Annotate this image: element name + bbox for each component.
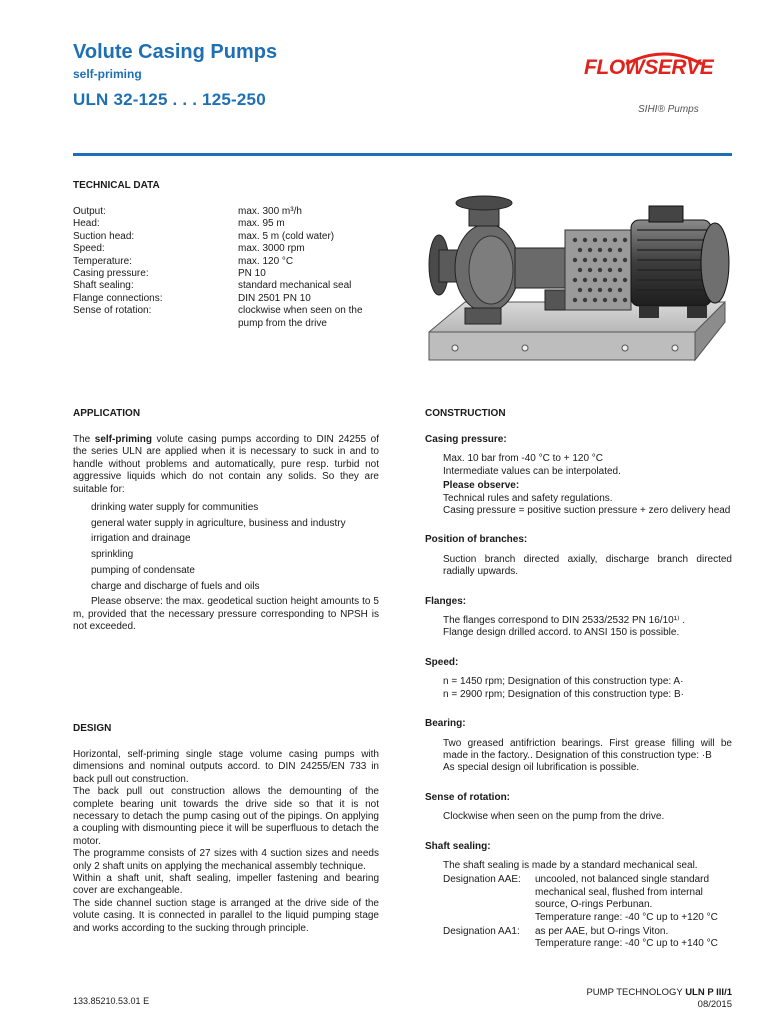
pump-photo [425,190,735,372]
row-key: Speed: [73,243,105,255]
application-heading: APPLICATION [73,408,141,419]
footer-section-text: PUMP TECHNOLOGY [586,987,683,998]
intro-bold: self-priming [94,434,153,445]
footer-section-code: ULN P III/1 [685,987,732,998]
design-text: Horizontal, self-priming single stage volume casing pumps with dimensions and nominal outputs accord. to DIN 24255/EN 733 in back pull out construction. The back pull out construction allows the demounting of the complete bearing unit towards the drive side so that it is not necessary to detach the pump casing out of the pipings. On applying a coupling with dismounting piece it will be superfluous to detach the motor. The programme consists of 27 sizes with 4 suction sizes and needs only 2 shaft units on applying the mechanical assembly technique. Within a shaft unit, shaft sealing, impeller fastening and bearing cover are exchangeable. The side channel suction stage is arranged at the drive side of the volute casing. It is connected in parallel to the liquid pumping stage and works according to the sucking through principle. [73,749,379,934]
bearing-line: As special design oil lubrification is possible. [443,762,640,774]
rotation-text: Clockwise when seen on the pump from the drive. [443,811,665,823]
application-section [73,434,379,633]
application-note: Please observe: the max. geodetical suction height amounts to 5 m, provided that the necessary pressure corresponding to NPSH is not exceeded. [73,596,379,633]
construction-heading: CONSTRUCTION [425,408,506,419]
row-key: Casing pressure: [73,268,149,280]
bearing-text: Two greased antifriction bearings. First grease filling will be made in the factory.. Designation of this construction type: ·B [443,737,732,761]
list-item: irrigation and drainage [91,533,191,545]
logo-subtext: SIHI® Pumps [638,104,699,115]
row-value: PN 10 [238,268,266,280]
page-title: Volute Casing Pumps [73,41,278,63]
bearing-label: Bearing: [425,718,466,730]
list-item: sprinkling [91,549,134,561]
shaft-sealing-label: Shaft sealing: [425,840,491,852]
designation-value [535,874,732,924]
list-item: drinking water supply for communities [91,502,259,514]
row-value: max. 120 °C [238,255,294,267]
row-value: DIN 2501 PN 10 [238,292,311,304]
flanges-body [443,615,732,640]
speed-label: Speed: [425,656,459,668]
technical-data-heading: TECHNICAL DATA [73,180,160,191]
row-key: Flange connections: [73,292,163,304]
header-divider [73,153,732,156]
page-subtitle: self-priming [73,67,142,81]
application-intro [73,434,379,496]
row-value: max. 95 m [238,218,285,230]
speed-line: n = 2900 rpm; Designation of this construction type: B· [443,688,684,700]
casing-pressure-line: Intermediate values can be interpolated. [443,465,621,477]
row-key: Sense of rotation: [73,305,152,317]
table-row [73,206,383,218]
flanges-line: Flange design drilled accord. to ANSI 150 is possible. [443,627,680,639]
row-key: Shaft sealing: [73,280,134,292]
design-heading: DESIGN [73,723,112,734]
construction-section [425,434,732,951]
table-row [73,293,383,305]
row-value: max. 3000 rpm [238,243,305,255]
list-item: pumping of condensate [91,564,195,576]
table-row [73,218,383,230]
speed-line: n = 1450 rpm; Designation of this construction type: A· [443,676,684,688]
technical-data-table [73,206,383,330]
speed-body [443,676,732,701]
flowserve-logo [584,50,732,120]
table-row [73,231,383,243]
designation-temp: Temperature range: -40 °C up to +120 °C [535,911,718,923]
model-range: ULN 32-125 . . . 125-250 [73,90,266,109]
casing-pressure-body [443,453,732,517]
designation-temp: Temperature range: -40 °C up to +140 °C [535,938,718,950]
row-value: clockwise when seen on the pump from the drive [238,305,363,329]
designation-key: Designation AAE: [443,874,521,886]
footer-date: 08/2015 [697,999,732,1010]
footer-section [586,987,732,1011]
flanges-line: The flanges correspond to DIN 2533/2532 PN 16/10¹⁾ . [443,615,686,627]
branches-text: Suction branch directed axially, discharge branch directed radially upwards. [443,553,732,578]
observe-line: Casing pressure = positive suction pressure + zero delivery head [443,505,731,517]
casing-pressure-label: Casing pressure: [425,434,507,445]
designation-aae [443,874,732,924]
shaft-sealing-body [443,860,732,951]
row-value: max. 5 m (cold water) [238,230,335,242]
designation-value [535,926,732,951]
intro-text: The [73,434,95,445]
table-row [73,280,383,292]
list-item: charge and discharge of fuels and oils [91,580,260,592]
footer-section-line [586,987,732,999]
flanges-label: Flanges: [425,595,467,607]
application-uses-list [91,502,379,593]
document-number: 133.85210.53.01 E [73,996,150,1006]
observe-line: Technical rules and safety regulations. [443,492,613,504]
row-key: Temperature: [73,255,132,267]
table-row [73,243,383,255]
row-key: Suction head: [73,230,135,242]
bearing-body [443,738,732,775]
row-value: standard mechanical seal [238,280,352,292]
row-key: Head: [73,218,100,230]
list-item: general water supply in agriculture, business and industry [91,517,346,529]
branches-label: Position of branches: [425,534,528,546]
designation-desc: uncooled, not balanced single standard mechanical seal, flushed from internal source, O-rings Perbunan. [535,874,710,911]
table-row [73,305,383,330]
row-key: Output: [73,206,106,217]
table-row [73,268,383,280]
intro-text: volute casing pumps according to DIN 24255 of the series ULN are applied when it is necessary to suck in and to handle without problems and automatically, pure resp. turbid not aggressive liquids which do not contain any solids. So they are suitable for: [73,434,379,495]
row-value: max. 300 m³/h [238,206,302,217]
observe-label: Please observe: [443,480,520,492]
casing-pressure-line: Max. 10 bar from -40 °C to + 120 °C [443,453,604,465]
designation-key: Designation AA1: [443,925,520,937]
table-row [73,256,383,268]
designation-aa1 [443,926,732,951]
logo-wordmark: FLOWSERVE [584,56,714,79]
designation-desc: as per AAE, but O-rings Viton. [535,925,669,937]
rotation-label: Sense of rotation: [425,791,511,803]
shaft-intro: The shaft sealing is made by a standard mechanical seal. [443,859,698,871]
